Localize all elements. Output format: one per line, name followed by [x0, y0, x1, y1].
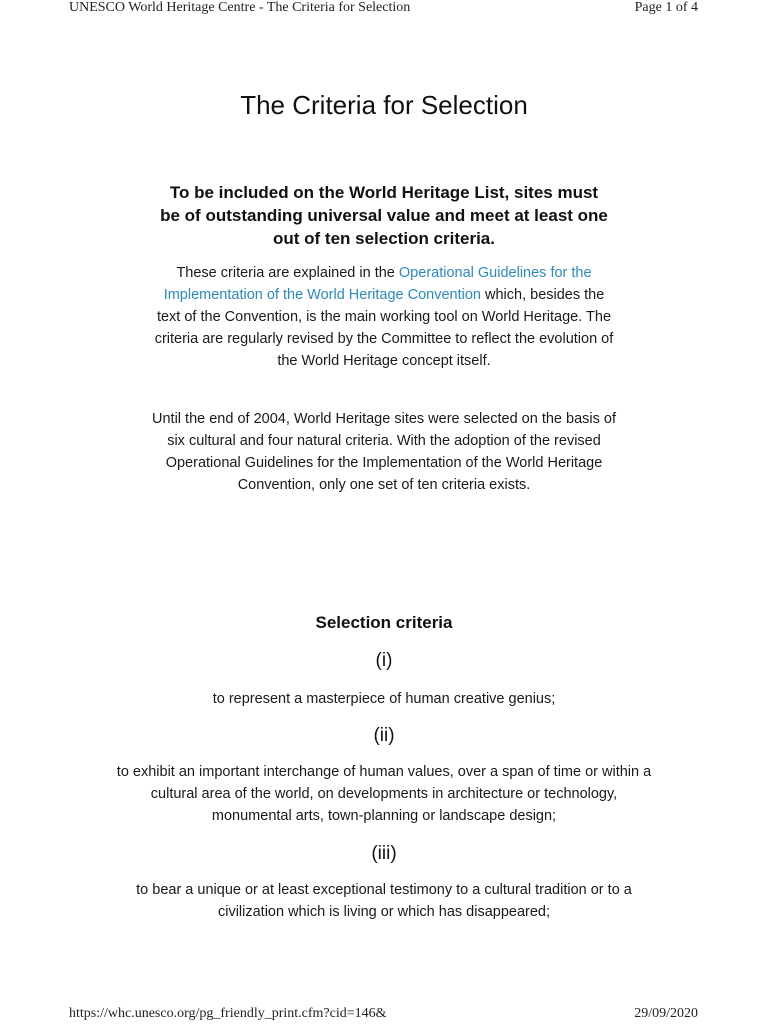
intro-paragraph	[150, 262, 618, 372]
print-footer	[69, 1006, 698, 1022]
criterion-text: to exhibit an important interchange of human values, over a span of time or within a cultural area of the world, on developments in architecture or technology, monumental arts, town-planning or landscape design;	[116, 764, 652, 824]
section-heading: Selection criteria	[315, 613, 453, 632]
criterion-number: (i)	[375, 650, 393, 671]
print-header-title: UNESCO World Heritage Centre - The Criteria for Selection	[69, 0, 411, 15]
history-paragraph: Until the end of 2004, World Heritage sites were selected on the basis of six cultural and four natural criteria. With the adoption of the revised Operational Guidelines for the Implementation of the World Heritage Convention, only one set of ten criteria exists.	[152, 411, 616, 493]
intro-text-before-link: These criteria are explained in the	[176, 265, 399, 281]
criterion-text: to bear a unique or at least exceptional testimony to a cultural tradition or to a civilization which is living or which has disappeared;	[136, 882, 632, 920]
intro-text-after-link: which, besides the text of the Convention, is the main working tool on World Heritage. The criteria are regularly revised by the Committee to reflect the evolution of the World Heritage concept itself.	[154, 287, 614, 369]
print-footer-date: 29/09/2020	[634, 1006, 698, 1021]
criterion-number: (iii)	[371, 843, 397, 864]
lead-paragraph: To be included on the World Heritage List, sites must be of outstanding universal value and meet at least one out of ten selection criteria.	[160, 183, 608, 248]
criterion-number: (ii)	[373, 725, 395, 746]
operational-guidelines-link[interactable]: Operational Guidelines for the Implementation of the World Heritage Convention	[163, 265, 592, 303]
print-header	[69, 0, 698, 16]
print-footer-url: https://whc.unesco.org/pg_friendly_print.cfm?cid=146&	[69, 1006, 387, 1021]
criterion-text: to represent a masterpiece of human creative genius;	[212, 691, 556, 707]
page-title: The Criteria for Selection	[240, 90, 528, 120]
page-indicator: Page 1 of 4	[634, 0, 698, 15]
